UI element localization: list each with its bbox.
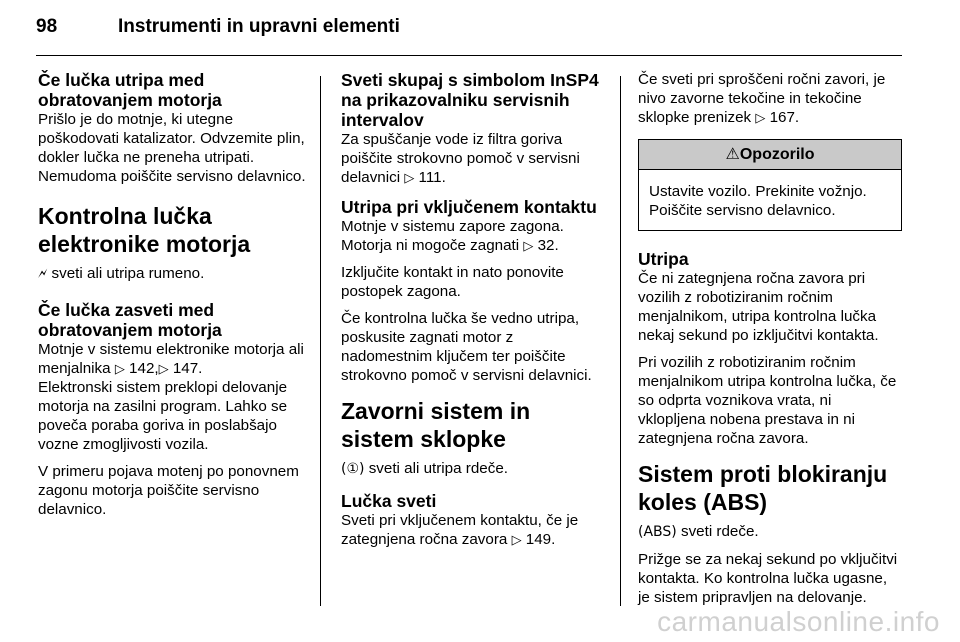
section-body: Prišlo je do motnje, ki utegne poškodovati katalizator. Odvzemite plin, dokler lučka ne preneha utripati. Nemudoma poiščite servisno delavnico. (38, 111, 306, 185)
watermark: carmanualsonline.info (657, 606, 940, 637)
page-ref[interactable]: 167. (765, 109, 800, 126)
section-body: sveti ali utripa rumeno. (47, 265, 205, 282)
abs-warning-icon: (ABS) (638, 524, 677, 540)
page-ref-icon: ▷ (114, 361, 125, 376)
warning-triangle-icon: ⚠ (725, 146, 740, 163)
section-body: Elektronski sistem preklopi delovanje motorja na zasilni program. Lahko se poveča poraba goriva in poslabšajo vozne zmogljivosti vozila. (38, 379, 288, 453)
section-heading: Sistem proti blokiranju koles (ABS) (638, 461, 888, 515)
section-light-on (341, 491, 607, 549)
page-ref[interactable]: 147. (168, 360, 203, 377)
header-divider (36, 55, 902, 56)
section-brake-clutch (341, 397, 607, 479)
section-heading: Utripa (638, 249, 689, 269)
page-header (36, 16, 400, 48)
section-body: Motnje v sistemu zapore zagona. Motorja ni mogoče zagnati (341, 218, 564, 254)
section-body: Izključite kontakt in nato ponovite postopek zagona. (341, 264, 564, 300)
section-body: V primeru pojava motenj po ponovnem zagonu motorja poiščite servisno delavnico. (38, 463, 299, 518)
page-ref-icon: ▷ (158, 361, 169, 376)
section-heading: Zavorni sistem in sistem sklopke (341, 398, 531, 452)
column-3 (638, 70, 902, 615)
section-insp4 (341, 70, 607, 187)
section-body: sveti rdeče. (676, 523, 759, 540)
section-body: Motnje v sistemu elektronike motorja ali menjalnika (38, 341, 304, 377)
column-divider-1 (320, 76, 321, 606)
warning-title: Opozorilo (739, 146, 815, 163)
column-2 (341, 70, 607, 557)
page-ref[interactable]: 32. (533, 237, 559, 254)
section-heading: Utripa pri vključenem kontaktu (341, 197, 597, 217)
page-ref[interactable]: 142, (124, 360, 159, 377)
page-ref-icon: ▷ (755, 110, 766, 125)
section-heading: Sveti skupaj s simbolom InSP4 na prikazovalniku servisnih intervalov (341, 70, 599, 130)
section-heading: Kontrolna lučka elektronike motorja (38, 203, 251, 257)
section-heading: Če lučka zasveti med obratovanjem motorja (38, 300, 222, 340)
section-body: Če sveti pri sproščeni ročni zavori, je nivo zavorne tekočine in tekočine sklopke prenizek (638, 71, 886, 126)
warning-body: Ustavite vozilo. Prekinite vožnjo. Poiščite servisno delavnico. (649, 183, 867, 219)
page-ref[interactable]: 111. (414, 169, 446, 186)
engine-warning-icon: 🗲 (38, 266, 48, 282)
section-body: Za spuščanje vode iz filtra goriva poiščite strokovno pomoč v servisni delavnici (341, 131, 580, 186)
section-flashing-ignition (341, 197, 607, 385)
section-engine-electronics (38, 202, 306, 284)
section-body: Če kontrolna lučka še vedno utripa, poskusite zagnati motor z nadomestnim ključem ter poiščite strokovno pomoč v servisni delavnici. (341, 310, 592, 384)
section-lights-running (38, 300, 306, 519)
page-ref-icon: ▷ (511, 532, 522, 547)
page-ref-icon: ▷ (523, 238, 534, 253)
section-body: Prižge se za nekaj sekund po vključitvi kontakta. Ko kontrolna lučka ugasne, je sistem pripravljen na delovanje. (638, 551, 898, 606)
section-heading: Če lučka utripa med obratovanjem motorja (38, 70, 222, 110)
page-ref-icon: ▷ (404, 170, 415, 185)
section-body: Če ni zategnjena ročna zavora pri vozilih z robotiziranim ročnim menjalnikom, utripa kontrolna lučka nekaj sekund po izključitvi kontakta. (638, 270, 879, 344)
page-ref[interactable]: 149. (521, 531, 556, 548)
section-abs (638, 460, 902, 607)
section-flashing (638, 249, 902, 448)
warning-header (639, 140, 901, 170)
section-flashing-running (38, 70, 306, 186)
section-body: sveti ali utripa rdeče. (364, 460, 508, 477)
section-heading: Lučka sveti (341, 491, 437, 511)
page-title: Instrumenti in upravni elementi (118, 16, 400, 37)
page-number: 98 (36, 16, 58, 37)
warning-box (638, 139, 902, 231)
section-body: Sveti pri vključenem kontaktu, če je zategnjena ročna zavora (341, 512, 579, 548)
column-1 (38, 70, 306, 527)
brake-warning-icon: (①) (341, 461, 365, 477)
column-divider-2 (620, 76, 621, 606)
section-body: Pri vozilih z robotiziranim ročnim menjalnikom utripa kontrolna lučka, če so odprta voznikova vrata, ni vklopljena nobena prestava in ni zategnjena ročna zavora. (638, 354, 897, 447)
